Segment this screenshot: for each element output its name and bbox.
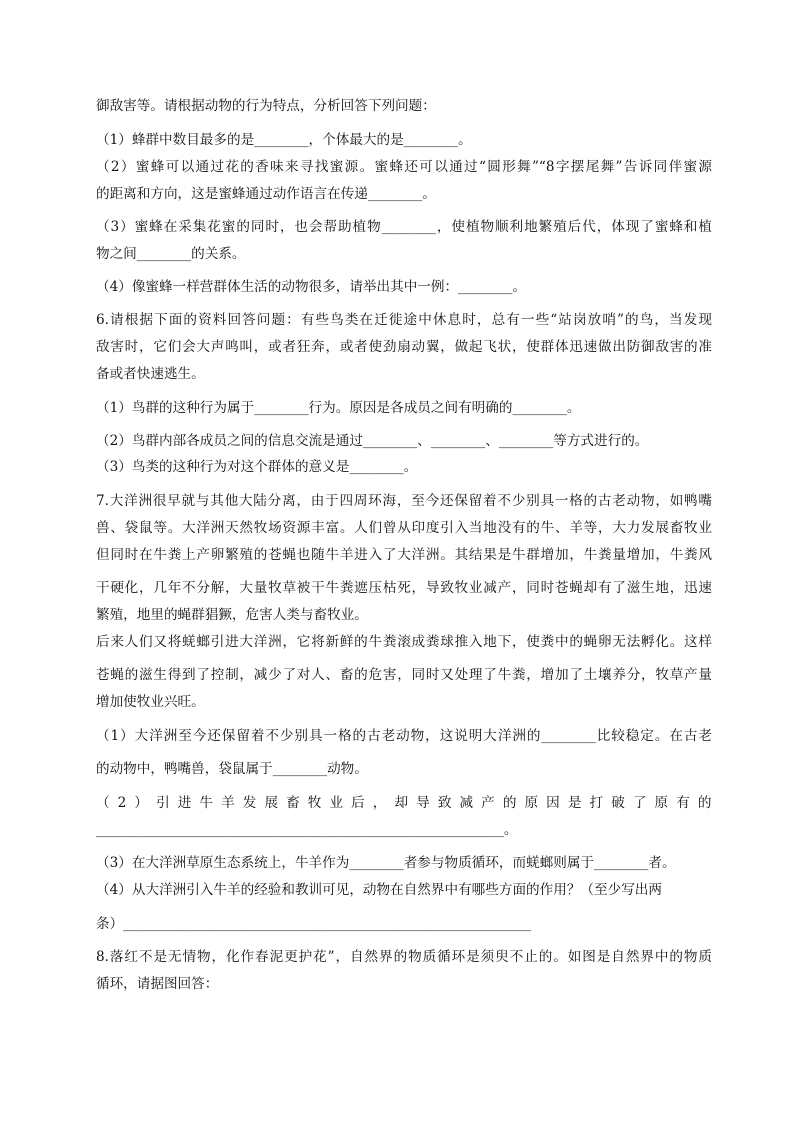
- text-line: 物之间________的关系。: [96, 246, 246, 262]
- text-line: （3）鸟类的这种行为对这个群体的意义是________。: [96, 459, 418, 475]
- text-line: （1）鸟群的这种行为属于________行为。原因是各成员之间有明确的________。: [96, 400, 581, 416]
- text-line: 的距离和方向，这是蜜蜂通过动作语言在传递________。: [96, 186, 436, 202]
- text-line: 循环，请据图回答：: [96, 976, 219, 992]
- text-line: ____________________________________________________________。: [96, 822, 518, 838]
- text-line: （1）蜂群中数目最多的是________，个体最大的是________。: [96, 132, 472, 148]
- text-line: 御敌害等。请根据动物的行为特点，分析回答下列问题：: [96, 98, 436, 114]
- text-line: 但同时在牛粪上产卵繁殖的苍蝇也随牛羊进入了大洋洲。其结果是牛群增加，牛粪量增加，牛粪风: [96, 547, 712, 563]
- text-line: （3）蜜蜂在采集花蜜的同时，也会帮助植物________，使植物顺利地繁殖后代，体现了蜜蜂和植: [96, 219, 712, 235]
- text-line: （2）鸟群内部各成员之间的信息交流是通过________、________、________等方式进行的。: [96, 433, 649, 449]
- text-line: 条）____________________________________________________________: [96, 916, 531, 932]
- text-line: 7.大洋洲很早就与其他大陆分离，由于四周环海，至今还保留着不少别具一格的古老动物，如鸭嘴: [96, 493, 712, 509]
- text-line: 增加使牧业兴旺。: [96, 694, 205, 710]
- text-line: 8.落红不是无情物，化作春泥更护花”，自然界的物质循环是须臾不止的。如图是自然界中的物质: [96, 949, 712, 965]
- text-line: （1）大洋洲至今还保留着不少别具一格的古老动物，这说明大洋洲的________比较稳定。在古老: [96, 728, 712, 744]
- text-line: 6.请根据下面的资料回答问题：有些鸟类在迁徙途中休息时，总有一些“站岗放哨”的鸟，当发现: [96, 312, 712, 328]
- text-line: 干硬化，几年不分解，大量牧草被干牛粪遮压枯死，导致牧业减产，同时苍蝇却有了滋生地，迅速: [96, 580, 712, 596]
- text-line: （3）在大洋洲草原生态系统上，牛羊作为________者参与物质循环，而蜣螂则属于________者。: [96, 855, 676, 871]
- text-line: （4）像蜜蜂一样营群体生活的动物很多，请举出其中一例：________。: [96, 279, 527, 295]
- text-line: 备或者快速逃生。: [96, 366, 205, 382]
- text-line: 的动物中，鸭嘴兽，袋鼠属于________动物。: [96, 761, 368, 777]
- text-line: 繁殖，地里的蝇群猖獗，危害人类与畜牧业。: [96, 607, 368, 623]
- text-line: （2）蜜蜂可以通过花的香味来寻找蜜源。蜜蜂还可以通过“圆形舞”“8字摆尾舞”告诉同伴蜜源: [96, 159, 712, 175]
- text-line: 敌害时，它们会大声鸣叫，或者狂奔，或者使劲扇动翼，做起飞状，使群体迅速做出防御敌害的准: [96, 339, 712, 355]
- text-line: 后来人们又将蜣螂引进大洋洲，它将新鲜的牛粪滚成粪球推入地下，使粪中的蝇卵无法孵化。这样: [96, 634, 712, 650]
- text-line: （4）从大洋洲引入牛羊的经验和教训可见，动物在自然界中有哪些方面的作用？（至少写出两: [96, 882, 662, 898]
- text-line: 兽、袋鼠等。大洋洲天然牧场资源丰富。人们曾从印度引入当地没有的牛、羊等，大力发展畜牧业: [96, 520, 712, 536]
- text-line: 苍蝇的滋生得到了控制，减少了对人、畜的危害，同时又处理了牛粪，增加了土壤养分，牧草产量: [96, 667, 712, 683]
- text-line: （2）引进牛羊发展畜牧业后，却导致减产的原因是打破了原有的: [96, 795, 712, 811]
